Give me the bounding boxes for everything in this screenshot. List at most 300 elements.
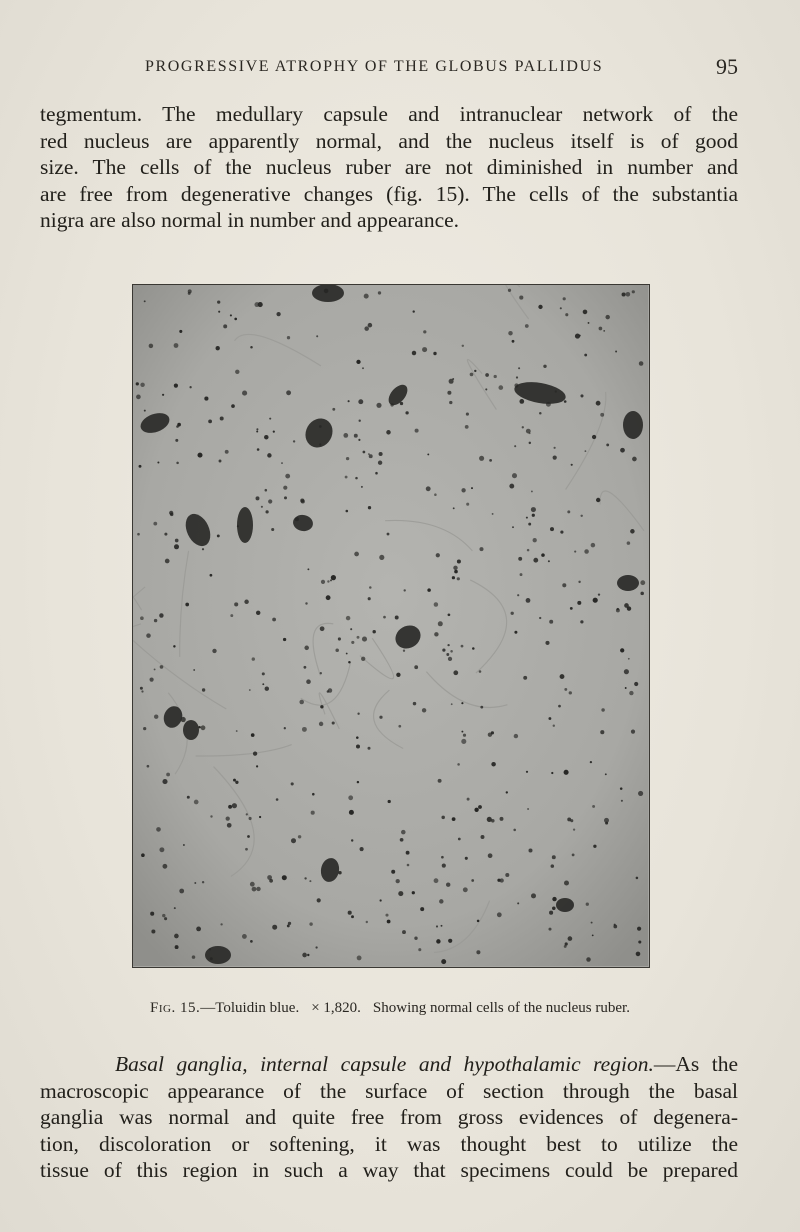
glial-nucleus [593, 598, 598, 603]
glial-nucleus [565, 313, 568, 316]
glial-nucleus [527, 549, 530, 552]
glial-nucleus [338, 871, 341, 874]
glial-nucleus [532, 514, 535, 517]
glial-nucleus [375, 472, 378, 475]
glial-nucleus [254, 302, 259, 307]
glial-nucleus [621, 800, 623, 802]
glial-nucleus [457, 763, 460, 766]
glial-nucleus [620, 648, 624, 652]
glial-nucleus [494, 375, 497, 378]
glial-nucleus [632, 290, 635, 293]
glial-nucleus [361, 486, 363, 488]
glial-nucleus [528, 523, 531, 526]
glial-nucleus [525, 324, 529, 328]
glial-nucleus [413, 702, 416, 705]
glial-nucleus [427, 453, 429, 455]
glial-nucleus [398, 725, 401, 728]
glial-nucleus [283, 638, 286, 641]
glial-nucleus [210, 957, 213, 960]
glial-nucleus [638, 791, 643, 796]
glial-nucleus [423, 330, 426, 333]
glial-nucleus [620, 448, 625, 453]
glial-nucleus [201, 725, 206, 730]
glial-nucleus [401, 830, 406, 835]
glial-nucleus [457, 577, 460, 580]
glial-nucleus [562, 583, 566, 587]
glial-nucleus [309, 922, 312, 925]
glial-nucleus [461, 702, 463, 704]
text-line: tissue of this region in such a way that specimens could be prepared [40, 1158, 738, 1183]
glial-nucleus [396, 879, 400, 883]
glial-nucleus [354, 434, 358, 438]
glial-nucleus [451, 703, 453, 705]
glial-nucleus [149, 344, 154, 349]
glial-nucleus [194, 800, 199, 805]
glial-nucleus [580, 394, 583, 397]
glial-nucleus [350, 628, 352, 630]
glial-nucleus [461, 731, 463, 733]
glial-nucleus [287, 924, 290, 927]
glial-nucleus [197, 453, 202, 458]
glial-nucleus [262, 683, 264, 685]
glial-nucleus [564, 945, 567, 948]
glial-nucleus [358, 399, 363, 404]
glial-nucleus [517, 594, 519, 596]
text-line: tegmentum. The medullary capsule and intranuclear network of the [40, 102, 738, 126]
glial-nucleus [640, 580, 645, 585]
glial-nucleus [622, 292, 626, 296]
glial-nucleus [246, 813, 248, 815]
glial-nucleus [564, 400, 567, 403]
glial-nucleus [360, 847, 364, 851]
glial-nucleus [202, 688, 205, 691]
glial-nucleus [349, 810, 354, 815]
glial-nucleus [266, 510, 269, 513]
glial-nucleus [256, 765, 258, 767]
glial-nucleus [586, 957, 590, 961]
glial-nucleus [234, 318, 237, 321]
glial-nucleus [636, 952, 641, 957]
glial-nucleus [549, 620, 553, 624]
glial-nucleus [154, 619, 157, 622]
glial-nucleus [332, 408, 335, 411]
glial-nucleus [550, 527, 554, 531]
glial-nucleus [603, 330, 605, 332]
glial-nucleus [479, 670, 482, 673]
glial-nucleus [137, 533, 140, 536]
glial-nucleus [357, 636, 360, 639]
glial-nucleus [244, 600, 249, 605]
neuron-cell [556, 898, 574, 912]
glial-nucleus [467, 798, 470, 801]
glial-nucleus [405, 411, 408, 414]
glial-nucleus [598, 593, 600, 595]
glial-nucleus [474, 370, 476, 372]
glial-nucleus [554, 447, 556, 449]
glial-nucleus [628, 658, 630, 660]
glial-nucleus [346, 457, 349, 460]
glial-nucleus [531, 490, 533, 492]
glial-nucleus [517, 902, 519, 904]
glial-nucleus [217, 300, 220, 303]
glial-nucleus [319, 425, 322, 428]
glial-nucleus [364, 294, 369, 299]
glial-nucleus [304, 877, 306, 879]
glial-nucleus [368, 597, 371, 600]
glial-nucleus [320, 705, 323, 708]
glial-nucleus [458, 838, 461, 841]
glial-nucleus [578, 581, 580, 583]
micrograph-image [133, 285, 648, 966]
glial-nucleus [209, 948, 211, 950]
glial-nucleus [141, 690, 143, 692]
glial-nucleus [369, 454, 373, 458]
glial-nucleus [162, 864, 167, 869]
glial-nucleus [210, 574, 213, 577]
glial-nucleus [403, 650, 405, 652]
glial-nucleus [175, 539, 179, 543]
glial-nucleus [383, 616, 386, 619]
glial-nucleus [414, 937, 417, 940]
glial-nucleus [351, 641, 354, 644]
glial-nucleus [617, 608, 619, 610]
neuron-cell [205, 946, 231, 964]
glial-nucleus [153, 522, 157, 526]
glial-nucleus [176, 462, 179, 465]
glial-nucleus [302, 953, 307, 958]
glial-nucleus [192, 955, 196, 959]
glial-nucleus [187, 796, 190, 799]
glial-nucleus [269, 879, 273, 883]
glial-nucleus [497, 879, 500, 882]
glial-nucleus [591, 922, 593, 924]
glial-nucleus [252, 657, 255, 660]
glial-nucleus [600, 730, 604, 734]
glial-nucleus [533, 558, 538, 563]
glial-nucleus [177, 423, 181, 427]
glial-nucleus [174, 383, 178, 387]
neuron-cell [623, 411, 643, 439]
glial-nucleus [548, 717, 551, 720]
glial-nucleus [247, 835, 250, 838]
glial-nucleus [497, 912, 502, 917]
glial-nucleus [276, 312, 280, 316]
glial-nucleus [343, 433, 348, 438]
glial-nucleus [512, 526, 514, 528]
glial-nucleus [526, 771, 528, 773]
section-heading: Basal ganglia, internal capsule and hypothalamic region. [115, 1052, 654, 1076]
glial-nucleus [436, 939, 440, 943]
glial-nucleus [302, 727, 307, 732]
glial-nucleus [335, 648, 339, 652]
text-line: nigra are also normal in number and appearance. [40, 208, 460, 233]
glial-nucleus [434, 602, 438, 606]
glial-nucleus [541, 553, 545, 557]
glial-nucleus [453, 670, 458, 675]
glial-nucleus [183, 844, 185, 846]
glial-nucleus [291, 838, 296, 843]
glial-nucleus [144, 410, 146, 412]
glial-nucleus [415, 429, 419, 433]
glial-nucleus [627, 541, 631, 545]
glial-nucleus [465, 857, 468, 860]
glial-nucleus [400, 402, 403, 405]
text-line: size. The cells of the nucleus ruber are not diminished in number and [40, 155, 738, 180]
glial-nucleus [427, 588, 431, 592]
glial-nucleus [461, 739, 466, 744]
glial-nucleus [250, 940, 253, 943]
glial-nucleus [599, 327, 603, 331]
glial-nucleus [457, 559, 461, 563]
glial-nucleus [509, 484, 514, 489]
glial-nucleus [438, 621, 443, 626]
glial-nucleus [453, 507, 455, 509]
glial-nucleus [412, 351, 416, 355]
glial-nucleus [150, 912, 154, 916]
glial-nucleus [295, 517, 299, 521]
glial-nucleus [461, 645, 464, 648]
glial-nucleus [560, 674, 565, 679]
paragraph-bottom [40, 1051, 738, 1184]
glial-nucleus [605, 773, 607, 775]
glial-nucleus [204, 397, 208, 401]
glial-nucleus [281, 462, 283, 464]
glial-nucleus [348, 400, 350, 402]
glial-nucleus [519, 296, 523, 300]
glial-nucleus [636, 877, 639, 880]
figure-caption [40, 1000, 740, 1017]
caption-label: Fig. 15. [150, 1000, 201, 1016]
glial-nucleus [560, 531, 563, 534]
glial-nucleus [406, 851, 410, 855]
glial-nucleus [228, 805, 232, 809]
glial-nucleus [488, 853, 493, 858]
glial-nucleus [262, 672, 265, 675]
glial-nucleus [185, 603, 189, 607]
text-line [40, 1051, 738, 1078]
glial-nucleus [245, 848, 248, 851]
glial-nucleus [634, 682, 638, 686]
glial-nucleus [402, 930, 406, 934]
glial-nucleus [151, 929, 155, 933]
glial-nucleus [208, 420, 212, 424]
glial-nucleus [256, 611, 260, 615]
glial-nucleus [526, 598, 531, 603]
glial-nucleus [141, 853, 145, 857]
glial-nucleus [316, 335, 318, 337]
neuron-cell [183, 720, 199, 740]
glial-nucleus [567, 510, 570, 513]
glial-nucleus [379, 555, 384, 560]
glial-nucleus [249, 689, 251, 691]
glial-nucleus [276, 798, 279, 801]
glial-nucleus [232, 803, 237, 808]
glial-nucleus [514, 383, 518, 387]
glial-nucleus [478, 805, 482, 809]
glial-nucleus [174, 907, 176, 909]
glial-nucleus [387, 533, 390, 536]
glial-nucleus [376, 403, 381, 408]
glial-nucleus [580, 620, 583, 623]
glial-nucleus [387, 920, 391, 924]
glial-nucleus [514, 734, 518, 738]
glial-nucleus [434, 878, 439, 883]
glial-nucleus [450, 650, 453, 653]
glial-nucleus [356, 736, 359, 739]
glial-nucleus [267, 453, 271, 457]
glial-nucleus [216, 346, 220, 350]
glial-nucleus [436, 553, 440, 557]
glial-nucleus [136, 395, 141, 400]
glial-nucleus [378, 291, 381, 294]
glial-nucleus [518, 557, 522, 561]
glial-nucleus [396, 673, 400, 677]
glial-nucleus [173, 645, 175, 647]
glial-nucleus [461, 488, 465, 492]
page-number: 95 [716, 54, 738, 79]
glial-nucleus [257, 448, 260, 451]
glial-nucleus [284, 727, 286, 729]
glial-nucleus [367, 747, 370, 750]
glial-nucleus [441, 925, 443, 927]
glial-nucleus [351, 839, 353, 841]
glial-nucleus [136, 382, 139, 385]
glial-nucleus [369, 586, 372, 589]
glial-nucleus [269, 418, 271, 420]
glial-nucleus [513, 829, 516, 832]
glial-nucleus [317, 898, 321, 902]
glial-nucleus [356, 744, 360, 748]
glial-nucleus [442, 648, 445, 651]
glial-nucleus [575, 334, 580, 339]
glial-nucleus [348, 661, 350, 663]
text-line: are free from degenerative changes (fig. 15). The cells of the substantia [40, 181, 738, 206]
glial-nucleus [159, 613, 163, 617]
glial-nucleus [286, 390, 291, 395]
glial-nucleus [359, 420, 361, 422]
glial-nucleus [234, 602, 238, 606]
glial-nucleus [366, 921, 368, 923]
glial-nucleus [218, 311, 220, 313]
glial-nucleus [210, 815, 212, 817]
glial-nucleus [140, 383, 144, 387]
glial-nucleus [219, 460, 222, 463]
glial-nucleus [212, 649, 216, 653]
glial-nucleus [420, 907, 424, 911]
glial-nucleus [319, 722, 323, 726]
glial-nucleus [261, 506, 263, 508]
glial-nucleus [640, 592, 644, 596]
glial-nucleus [252, 887, 257, 892]
glial-nucleus [237, 525, 239, 527]
glial-nucleus [345, 476, 348, 479]
glial-nucleus [307, 568, 309, 570]
glial-nucleus [283, 486, 287, 490]
glial-nucleus [231, 404, 235, 408]
glial-nucleus [273, 431, 275, 433]
glial-nucleus [159, 847, 164, 852]
micrograph-figure [132, 284, 650, 968]
glial-nucleus [433, 352, 436, 355]
caption-magnification: × 1,820. [311, 1000, 361, 1016]
glial-nucleus [585, 450, 587, 452]
glial-nucleus [188, 292, 191, 295]
glial-nucleus [379, 452, 383, 456]
glial-nucleus [471, 879, 474, 882]
glial-nucleus [531, 507, 536, 512]
glial-nucleus [391, 870, 395, 874]
glial-nucleus [378, 461, 382, 465]
glial-nucleus [223, 324, 227, 328]
glial-nucleus [298, 835, 301, 838]
glial-nucleus [174, 934, 179, 939]
glial-nucleus [512, 473, 517, 478]
glial-nucleus [202, 548, 204, 550]
glial-nucleus [638, 940, 641, 943]
glial-nucleus [358, 439, 360, 441]
glial-nucleus [379, 716, 382, 719]
glial-nucleus [568, 936, 573, 941]
glial-nucleus [572, 853, 575, 856]
glial-nucleus [519, 399, 524, 404]
glial-nucleus [546, 402, 551, 407]
glial-nucleus [315, 946, 317, 948]
glial-nucleus [560, 307, 562, 309]
glial-nucleus [174, 343, 179, 348]
glial-nucleus [285, 474, 290, 479]
glial-nucleus [256, 428, 258, 430]
glial-nucleus [230, 614, 233, 617]
glial-nucleus [265, 489, 268, 492]
glial-nucleus [567, 817, 571, 821]
glial-nucleus [259, 816, 261, 818]
glial-nucleus [479, 547, 483, 551]
glial-nucleus [282, 875, 287, 880]
glial-nucleus [586, 903, 589, 906]
glial-nucleus [441, 816, 444, 819]
glial-nucleus [140, 616, 144, 620]
glial-nucleus [346, 510, 349, 513]
glial-nucleus [326, 595, 331, 600]
glial-nucleus [305, 602, 307, 604]
glial-nucleus [146, 633, 151, 638]
glial-nucleus [330, 579, 332, 581]
glial-nucleus [284, 496, 287, 499]
glial-nucleus [175, 945, 179, 949]
paragraph-top [40, 101, 738, 234]
glial-nucleus [242, 391, 247, 396]
glial-nucleus [485, 388, 487, 390]
glial-nucleus [202, 881, 204, 883]
glial-nucleus [362, 367, 364, 369]
glial-nucleus [268, 499, 272, 503]
glial-nucleus [465, 425, 469, 429]
glial-nucleus [251, 733, 255, 737]
glial-nucleus [309, 880, 311, 882]
glial-nucleus [615, 351, 617, 353]
running-head [40, 56, 740, 80]
text-line: tion, discoloration or softening, it was thought best to utilize the [40, 1131, 738, 1156]
glial-nucleus [328, 688, 332, 692]
glial-nucleus [181, 717, 186, 722]
glial-nucleus [357, 955, 362, 960]
glial-nucleus [516, 376, 518, 378]
glial-nucleus [264, 435, 268, 439]
glial-nucleus [198, 726, 200, 728]
glial-nucleus [529, 432, 531, 434]
glial-nucleus [620, 787, 623, 790]
glial-nucleus [226, 816, 230, 820]
